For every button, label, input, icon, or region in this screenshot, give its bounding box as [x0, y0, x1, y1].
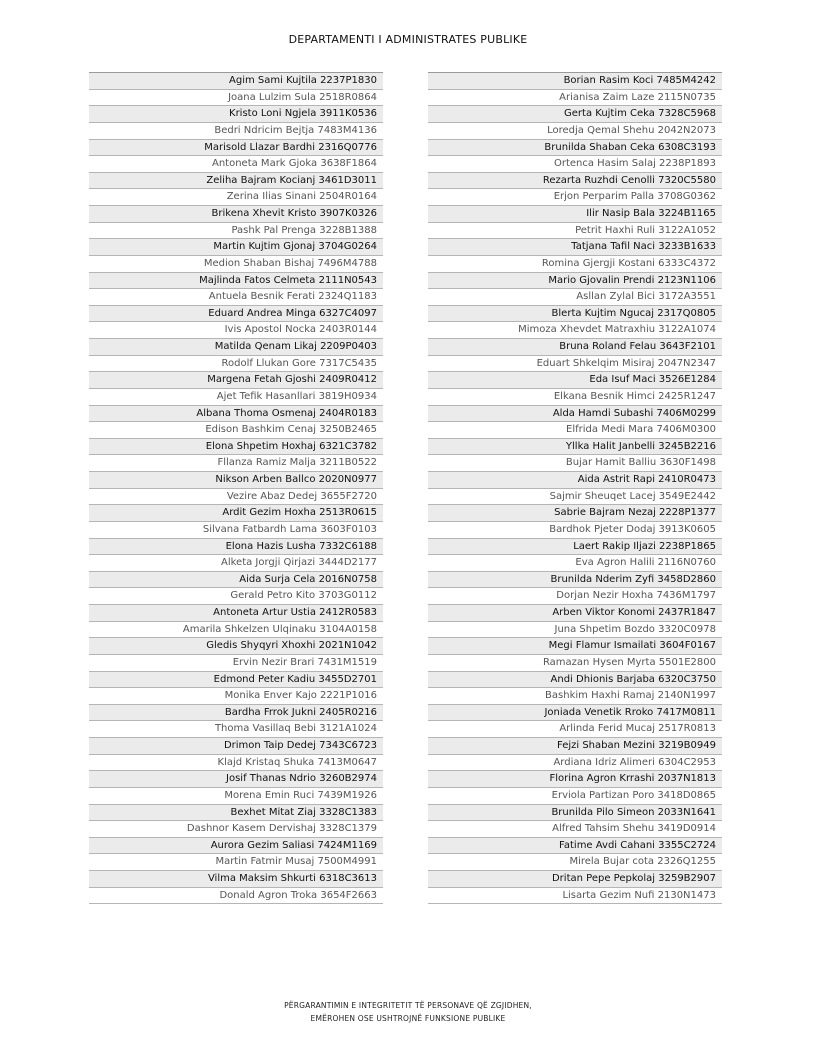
list-item: Eduart Shkelqim Misiraj 2047N2347	[428, 356, 722, 373]
list-item: Elona Shpetim Hoxhaj 6321C3782	[89, 439, 383, 456]
list-item: Bedri Ndricim Bejtja 7483M4136	[89, 123, 383, 140]
list-item: Ortenca Hasim Salaj 2238P1893	[428, 156, 722, 173]
list-item: Aurora Gezim Saliasi 7424M1169	[89, 838, 383, 855]
list-item: Aida Surja Cela 2016N0758	[89, 572, 383, 589]
list-item: Tatjana Tafil Naci 3233B1633	[428, 239, 722, 256]
list-item: Klajd Kristaq Shuka 7413M0647	[89, 755, 383, 772]
list-item: Alketa Jorgji Qirjazi 3444D2177	[89, 555, 383, 572]
list-item: Drimon Taip Dedej 7343C6723	[89, 738, 383, 755]
list-item: Ramazan Hysen Myrta 5501E2800	[428, 655, 722, 672]
list-item: Bujar Hamit Balliu 3630F1498	[428, 455, 722, 472]
list-item: Juna Shpetim Bozdo 3320C0978	[428, 622, 722, 639]
list-item: Arlinda Ferid Mucaj 2517R0813	[428, 721, 722, 738]
list-item: Andi Dhionis Barjaba 6320C3750	[428, 672, 722, 689]
list-item: Monika Enver Kajo 2221P1016	[89, 688, 383, 705]
list-item: Petrit Haxhi Ruli 3122A1052	[428, 223, 722, 240]
list-item: Agim Sami Kujtila 2237P1830	[89, 73, 383, 90]
list-item: Joniada Venetik Rroko 7417M0811	[428, 705, 722, 722]
list-item: Erjon Perparim Palla 3708G0362	[428, 189, 722, 206]
list-item: Rezarta Ruzhdi Cenolli 7320C5580	[428, 173, 722, 190]
list-item: Zeliha Bajram Kocianj 3461D3011	[89, 173, 383, 190]
list-item: Eduard Andrea Minga 6327C4097	[89, 306, 383, 323]
list-item: Elfrida Medi Mara 7406M0300	[428, 422, 722, 439]
right-name-list	[428, 72, 722, 904]
list-item: Elkana Besnik Himci 2425R1247	[428, 389, 722, 406]
list-item: Martin Fatmir Musaj 7500M4991	[89, 854, 383, 871]
list-item: Bardhok Pjeter Dodaj 3913K0605	[428, 522, 722, 539]
list-item: Silvana Fatbardh Lama 3603F0103	[89, 522, 383, 539]
list-item: Gerald Petro Kito 3703G0112	[89, 588, 383, 605]
list-item: Antoneta Artur Ustia 2412R0583	[89, 605, 383, 622]
list-item: Edison Bashkim Cenaj 3250B2465	[89, 422, 383, 439]
list-item: Vezire Abaz Dedej 3655F2720	[89, 489, 383, 506]
list-item: Bexhet Mitat Ziaj 3328C1383	[89, 805, 383, 822]
list-item: Pashk Pal Prenga 3228B1388	[89, 223, 383, 240]
list-item: Alfred Tahsim Shehu 3419D0914	[428, 821, 722, 838]
list-item: Donald Agron Troka 3654F2663	[89, 888, 383, 905]
list-item: Fatime Avdi Cahani 3355C2724	[428, 838, 722, 855]
list-item: Brunilda Nderim Zyfi 3458D2860	[428, 572, 722, 589]
list-item: Vilma Maksim Shkurti 6318C3613	[89, 871, 383, 888]
list-item: Mario Gjovalin Prendi 2123N1106	[428, 273, 722, 290]
list-item: Brikena Xhevit Kristo 3907K0326	[89, 206, 383, 223]
list-item: Gledis Shyqyri Xhoxhi 2021N1042	[89, 638, 383, 655]
list-item: Alda Hamdi Subashi 7406M0299	[428, 406, 722, 423]
list-item: Gerta Kujtim Ceka 7328C5968	[428, 106, 722, 123]
list-item: Erviola Partizan Poro 3418D0865	[428, 788, 722, 805]
list-item: Ardit Gezim Hoxha 2513R0615	[89, 505, 383, 522]
list-item: Borian Rasim Koci 7485M4242	[428, 73, 722, 90]
list-item: Majlinda Fatos Celmeta 2111N0543	[89, 273, 383, 290]
list-item: Romina Gjergji Kostani 6333C4372	[428, 256, 722, 273]
list-item: Rodolf Llukan Gore 7317C5435	[89, 356, 383, 373]
footer	[0, 999, 816, 1025]
list-item: Fllanza Ramiz Malja 3211B0522	[89, 455, 383, 472]
footer-line-1: PËRGARANTIMIN E INTEGRITETIT TË PERSONAVE QË ZGJIDHEN,	[284, 1001, 532, 1010]
list-item: Loredja Qemal Shehu 2042N2073	[428, 123, 722, 140]
list-item: Mimoza Xhevdet Matraxhiu 3122A1074	[428, 322, 722, 339]
list-item: Thoma Vasillaq Bebi 3121A1024	[89, 721, 383, 738]
list-item: Margena Fetah Gjoshi 2409R0412	[89, 372, 383, 389]
list-item: Joana Lulzim Sula 2518R0864	[89, 90, 383, 107]
list-item: Dritan Pepe Pepkolaj 3259B2907	[428, 871, 722, 888]
list-item: Megi Flamur Ismailati 3604F0167	[428, 638, 722, 655]
list-item: Aida Astrit Rapi 2410R0473	[428, 472, 722, 489]
list-item: Nikson Arben Ballco 2020N0977	[89, 472, 383, 489]
list-item: Ervin Nezir Brari 7431M1519	[89, 655, 383, 672]
list-item: Medion Shaban Bishaj 7496M4788	[89, 256, 383, 273]
list-item: Ajet Tefik Hasanllari 3819H0934	[89, 389, 383, 406]
list-item: Arianisa Zaim Laze 2115N0735	[428, 90, 722, 107]
left-name-list	[89, 72, 383, 904]
list-item: Dashnor Kasem Dervishaj 3328C1379	[89, 821, 383, 838]
list-item: Florina Agron Krrashi 2037N1813	[428, 771, 722, 788]
list-item: Ilir Nasip Bala 3224B1165	[428, 206, 722, 223]
list-item: Amarila Shkelzen Ulqinaku 3104A0158	[89, 622, 383, 639]
list-item: Bashkim Haxhi Ramaj 2140N1997	[428, 688, 722, 705]
list-item: Brunilda Pilo Simeon 2033N1641	[428, 805, 722, 822]
list-item: Marisold Llazar Bardhi 2316Q0776	[89, 140, 383, 157]
list-item: Arben Viktor Konomi 2437R1847	[428, 605, 722, 622]
list-item: Laert Rakip Iljazi 2238P1865	[428, 539, 722, 556]
list-item: Albana Thoma Osmenaj 2404R0183	[89, 406, 383, 423]
list-item: Matilda Qenam Likaj 2209P0403	[89, 339, 383, 356]
list-item: Dorjan Nezir Hoxha 7436M1797	[428, 588, 722, 605]
list-item: Antoneta Mark Gjoka 3638F1864	[89, 156, 383, 173]
list-item: Edmond Peter Kadiu 3455D2701	[89, 672, 383, 689]
list-item: Elona Hazis Lusha 7332C6188	[89, 539, 383, 556]
list-item: Zerina Ilias Sinani 2504R0164	[89, 189, 383, 206]
page-title: DEPARTAMENTI I ADMINISTRATES PUBLIKE	[288, 33, 528, 46]
list-item: Fejzi Shaban Mezini 3219B0949	[428, 738, 722, 755]
list-item: Ardiana Idriz Alimeri 6304C2953	[428, 755, 722, 772]
list-item: Morena Emin Ruci 7439M1926	[89, 788, 383, 805]
list-item: Blerta Kujtim Ngucaj 2317Q0805	[428, 306, 722, 323]
list-item: Eda Isuf Maci 3526E1284	[428, 372, 722, 389]
list-item: Martin Kujtim Gjonaj 3704G0264	[89, 239, 383, 256]
list-item: Kristo Loni Ngjela 3911K0536	[89, 106, 383, 123]
list-item: Mirela Bujar cota 2326Q1255	[428, 854, 722, 871]
list-item: Asllan Zylal Bici 3172A3551	[428, 289, 722, 306]
list-item: Bardha Frrok Jukni 2405R0216	[89, 705, 383, 722]
list-item: Yllka Halit Janbelli 3245B2216	[428, 439, 722, 456]
list-item: Lisarta Gezim Nufi 2130N1473	[428, 888, 722, 905]
list-item: Eva Agron Halili 2116N0760	[428, 555, 722, 572]
list-item: Ivis Apostol Nocka 2403R0144	[89, 322, 383, 339]
list-item: Sabrie Bajram Nezaj 2228P1377	[428, 505, 722, 522]
list-item: Antuela Besnik Ferati 2324Q1183	[89, 289, 383, 306]
list-item: Josif Thanas Ndrio 3260B2974	[89, 771, 383, 788]
list-item: Sajmir Sheuqet Lacej 3549E2442	[428, 489, 722, 506]
list-item: Bruna Roland Felau 3643F2101	[428, 339, 722, 356]
footer-line-2: EMËROHEN OSE USHTROJNË FUNKSIONE PUBLIKE	[310, 1014, 506, 1023]
list-item: Brunilda Shaban Ceka 6308C3193	[428, 140, 722, 157]
